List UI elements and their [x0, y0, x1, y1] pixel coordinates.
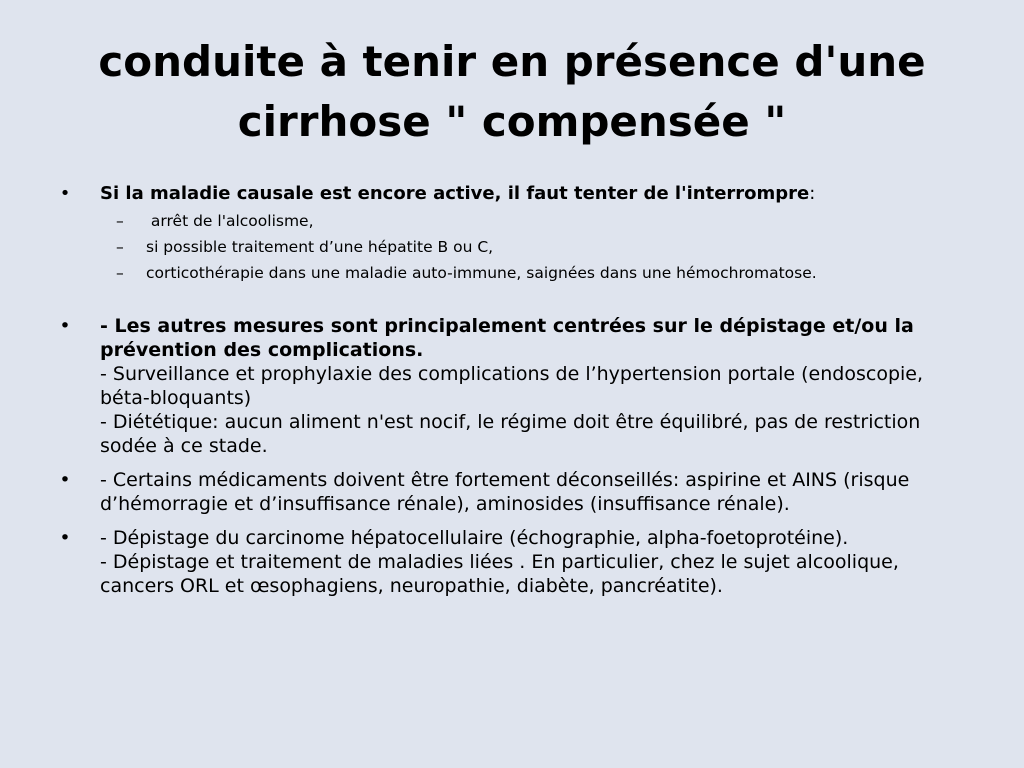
slide-content: [58, 182, 978, 598]
sub-item-text: arrêt de l'alcoolisme,: [146, 212, 314, 230]
sub-item-text: corticothérapie dans une maladie auto-immune, saignées dans une hémochromatose.: [146, 264, 817, 282]
sub-item: [100, 234, 978, 260]
bullet-surveillance-text: - Surveillance et prophylaxie des complications de l’hypertension portale (endoscopie, béta-bloquants): [100, 363, 924, 409]
sub-dash: –: [116, 238, 124, 256]
bullet-causal-disease-heading: Si la maladie causale est encore active, il faut tenter de l'interrompre: [100, 183, 810, 204]
bullet-dot: •: [59, 527, 71, 549]
sub-dash: –: [116, 264, 124, 282]
bullet-medications: [58, 468, 978, 516]
slide-title: [60, 32, 964, 152]
bullet-other-measures: [58, 314, 978, 458]
sub-item: [100, 208, 978, 234]
bullet-dot: •: [59, 315, 71, 337]
bullet-causal-disease-colon: :: [809, 183, 816, 204]
sub-dash: –: [116, 212, 124, 230]
slide-title-line-1: conduite à tenir en présence d'une: [98, 37, 926, 86]
sub-item: [100, 260, 978, 286]
sub-list: [100, 208, 978, 286]
bullet-dietetics-text: - Diététique: aucun aliment n'est nocif, le régime doit être équilibré, pas de restriction sodée à ce stade.: [100, 411, 921, 457]
bullet-other-measures-heading: - Les autres mesures sont principalement centrées sur le dépistage et/ou la prévention des complications.: [100, 315, 914, 361]
bullet-screening: [58, 526, 978, 598]
bullet-medications-text: - Certains médicaments doivent être fortement déconseillés: aspirine et AINS (risque d’hémorragie et d’insuffisance rénale), aminosides (insuffisance rénale).: [100, 469, 910, 515]
slide-title-line-2: cirrhose " compensée ": [237, 97, 787, 146]
bullet-screening-hcc-text: - Dépistage du carcinome hépatocellulaire (échographie, alpha-foetoprotéine).: [100, 527, 849, 549]
bullet-dot: •: [59, 183, 71, 204]
bullet-screening-related-text: - Dépistage et traitement de maladies liées . En particulier, chez le sujet alcoolique, cancers ORL et œsophagiens, neuropathie, diabète, pancréatite).: [100, 551, 899, 597]
sub-item-text: si possible traitement d’une hépatite B ou C,: [146, 238, 494, 256]
bullet-causal-disease: [58, 182, 978, 286]
bullet-dot: •: [59, 469, 71, 491]
